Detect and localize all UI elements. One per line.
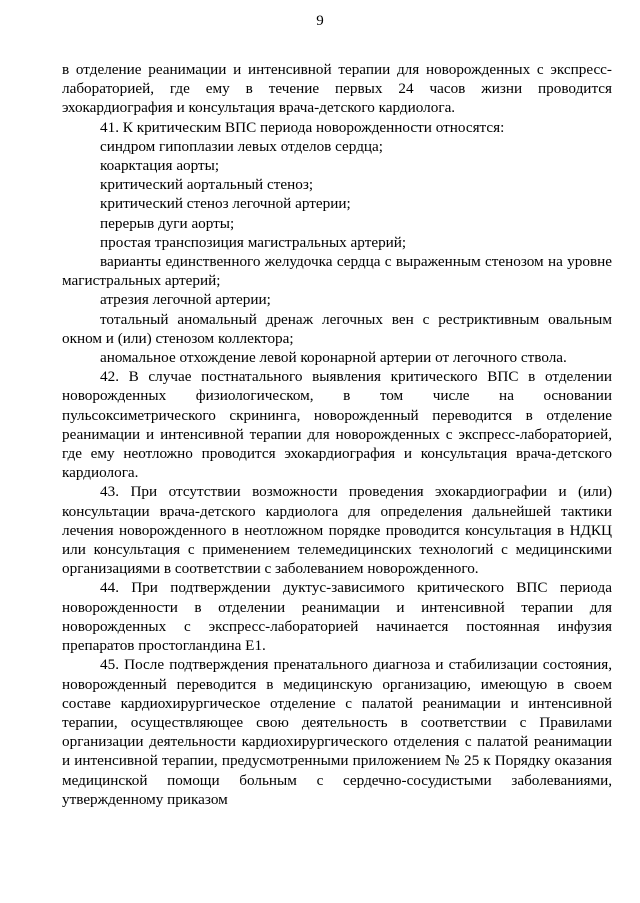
list-item: атрезия легочной артерии; (100, 291, 271, 309)
list-item: аномальное отхождение левой коронарной артерии от легочного ствола. (100, 349, 567, 367)
list-item: перерыв дуги аорты; (100, 214, 235, 232)
paragraph-45: 45. После подтверждения пренатального диагноза и стабилизации состояния, новорожденный переводится в медицинскую организацию, имеющую в своем составе кардиохирургическое отделение с палатой реанимации и интенсивной терапии, осуществляющее свою деятельность в соответствии с Правилами организации деятельности кардиохирургического отделения с палатой реанимации и интенсивной терапии, предусмотренными приложением № 25 к Порядку оказания медицинской помощи больным с сердечно-сосудистыми заболеваниями, утвержденному приказом (62, 656, 612, 808)
paragraph-43: 43. При отсутствии возможности проведения эхокардиографии и (или) консультации врача-детского кардиолога для определения дальнейшей тактики лечения новорожденного в неотложном порядке проводится консультация в НДКЦ или консультация с применением телемедицинских технологий с медицинскими организациями в соответствии с заболеванием новорожденного. (62, 483, 612, 578)
list-item: коарктация аорты; (100, 157, 220, 175)
paragraph-41: 41. К критическим ВПС периода новорожденности относятся: (100, 118, 505, 136)
paragraph-42: 42. В случае постнатального выявления критического ВПС в отделении новорожденных физиологическом, в том числе на основании пульсоксиметрического скрининга, новорожденный переводится в отделение реанимации и интенсивной терапии для новорожденных с экспресс-лабораторией, где ему неотложно проводится эхокардиография и консультация врача-детского кардиолога. (62, 368, 612, 482)
paragraph-44: 44. При подтверждении дуктус-зависимого критического ВПС периода новорожденности в отделении реанимации и интенсивной терапии для новорожденных с экспресс-лабораторией начинается постоянная инфузия препаратов простогландина Е1. (62, 579, 612, 655)
list-item: тотальный аномальный дренаж легочных вен с рестриктивным овальным окном и (или) стенозом коллектора; (62, 310, 612, 347)
list-item: синдром гипоплазии левых отделов сердца; (100, 137, 384, 155)
paragraph-continuation: в отделение реанимации и интенсивной терапии для новорожденных с экспресс-лабораторией, где ему в течение первых 24 часов жизни проводится эхокардиография и консультация врача-детского кардиолога. (62, 61, 612, 117)
page-number: 9 (316, 13, 324, 29)
list-item: критический аортальный стеноз; (100, 176, 314, 194)
document-body (62, 60, 612, 809)
list-item: простая транспозиция магистральных артерий; (100, 233, 407, 251)
list-item: варианты единственного желудочка сердца с выраженным стенозом на уровне магистральных артерий; (62, 253, 612, 290)
list-item: критический стеноз легочной артерии; (100, 195, 351, 213)
